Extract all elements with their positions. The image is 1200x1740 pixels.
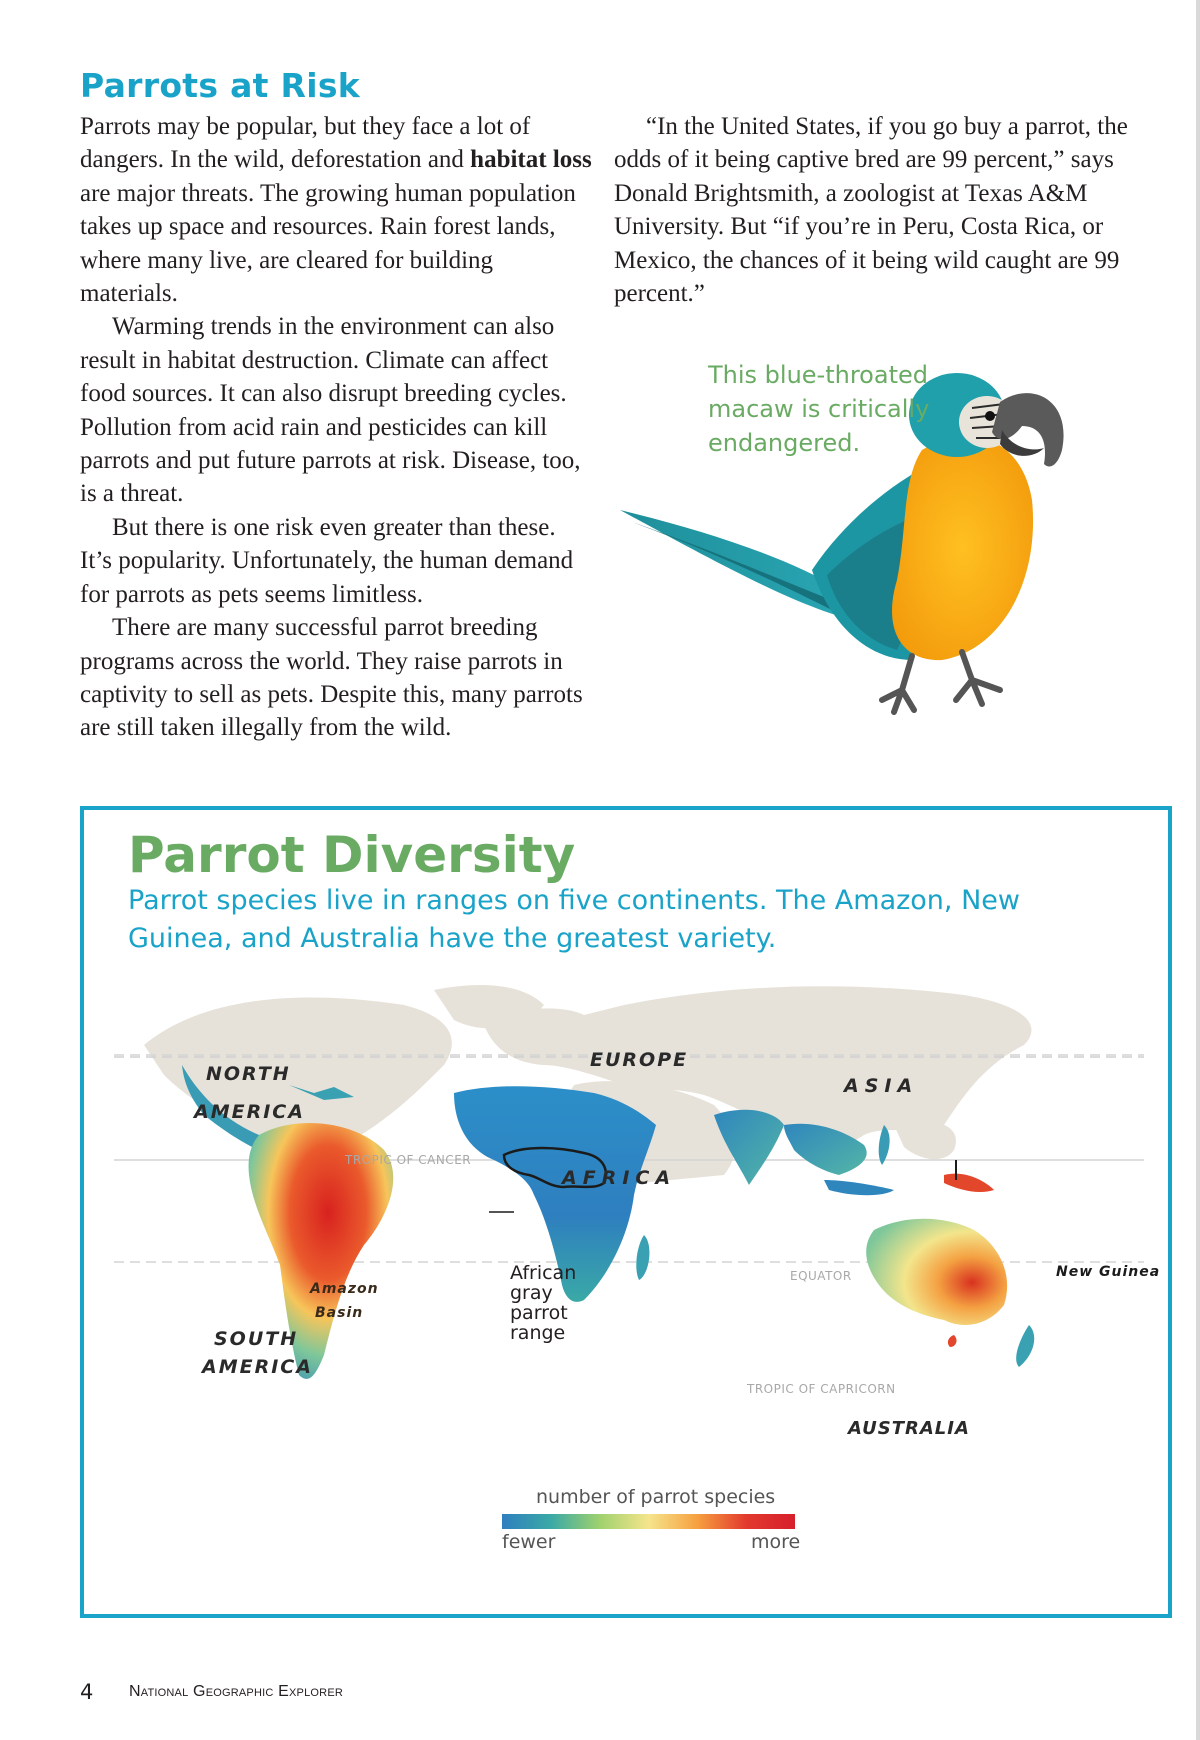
feature-subtitle: Parrot species live in ranges on five continents. The Amazon, New Guinea, and Australia have the greatest variety.: [128, 885, 1020, 954]
paragraph-3: But there is one risk even greater than these. It’s popularity. Unfortunately, the human demand for parrots as pets seems limitless.: [80, 513, 574, 608]
african-gray-label: African gray parrot range: [510, 1262, 577, 1344]
label-africa: AFRICA: [562, 1167, 677, 1189]
article-heading: Parrots at Risk: [80, 66, 361, 105]
label-new-guinea: New Guinea: [1056, 1264, 1161, 1280]
label-amazon-1: Amazon: [310, 1281, 379, 1297]
label-europe: EUROPE: [590, 1049, 689, 1071]
label-tropic-cancer: TROPIC OF CANCER: [345, 1153, 472, 1167]
label-south-america-2: AMERICA: [202, 1356, 313, 1378]
label-north-america-2: AMERICA: [194, 1101, 305, 1123]
quote-paragraph: “In the United States, if you go buy a parrot, the odds of it being captive bred are 99 percent,” says Donald Brightsmith, a zoologist at Texas A&M University. But “if you’re in Peru, Costa Rica, or Mexico, the chances of it being wild caught are 99 percent.”: [614, 113, 1128, 308]
label-asia: ASIA: [844, 1075, 919, 1097]
legend-title: number of parrot species: [536, 1486, 776, 1508]
article-left-column: [80, 110, 592, 745]
paragraph-2: Warming trends in the environment can also result in habitat destruction. Climate can affect food sources. It can also disrupt breeding cycles. Pollution from acid rain and pesticides can kill parrots and put future parrots at risk. Disease, too, is a threat.: [80, 313, 581, 508]
label-australia: AUSTRALIA: [848, 1418, 970, 1439]
legend-low-label: fewer: [502, 1531, 556, 1553]
photo-caption: This blue-throated macaw is critically endangered.: [708, 361, 930, 457]
label-north-america-1: NORTH: [206, 1063, 291, 1085]
paragraph-4: There are many successful parrot breeding programs across the world. They raise parrots in captivity to sell as pets. Despite this, many parrots are still taken illegally from the wild.: [80, 614, 583, 742]
legend-high-label: more: [751, 1531, 801, 1553]
page-edge: [1196, 0, 1200, 1740]
page-number: 4: [80, 1680, 94, 1704]
label-south-america-1: SOUTH: [214, 1328, 299, 1350]
label-tropic-capricorn: TROPIC OF CAPRICORN: [747, 1382, 896, 1396]
label-amazon-2: Basin: [315, 1305, 364, 1321]
paragraph-1: Parrots may be popular, but they face a lot of dangers. In the wild, deforestation and habitat loss are major threats. The growing human population takes up space and resources. Rain forest lands, where many live, are cleared for building materials.: [80, 113, 592, 308]
publication-name: National Geographic Explorer: [129, 1683, 343, 1700]
glossary-term: habitat loss: [470, 146, 592, 174]
label-equator: EQUATOR: [790, 1269, 852, 1283]
article-right-column: [614, 110, 1134, 310]
legend-color-scale: [502, 1514, 795, 1529]
feature-title: Parrot Diversity: [128, 826, 576, 884]
